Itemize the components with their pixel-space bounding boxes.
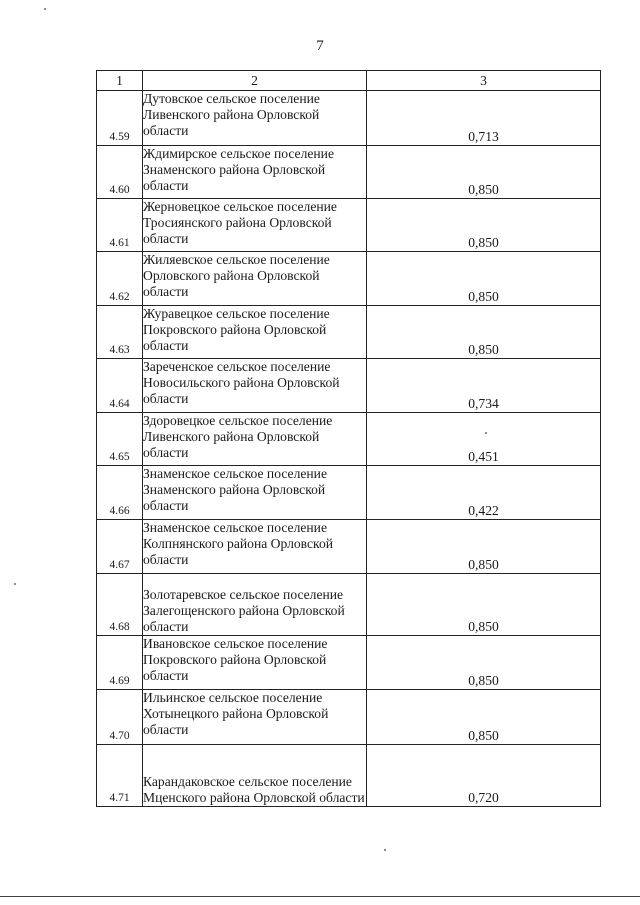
coefficient-value: 0,720: [367, 745, 601, 807]
coefficient-value: 0,422: [367, 466, 601, 520]
row-number: 4.59: [97, 91, 143, 146]
footer-rule: [0, 896, 640, 897]
settlement-name: Золотаревское сельское поселение Залегощенского района Орловской области: [143, 574, 367, 636]
coefficient-value: 0,850: [367, 636, 601, 690]
row-number: 4.71: [97, 745, 143, 807]
table-row: [97, 359, 601, 413]
settlement-name: Карандаковское сельское поселение Мценского района Орловской области: [143, 745, 367, 807]
row-number: 4.65: [97, 413, 143, 466]
coefficient-value: 0,734: [367, 359, 601, 413]
column-header-2: 2: [143, 71, 367, 91]
row-number: 4.70: [97, 690, 143, 745]
table-row: [97, 520, 601, 574]
table-row: [97, 199, 601, 252]
row-number: 4.69: [97, 636, 143, 690]
row-number: 4.60: [97, 146, 143, 199]
scan-speck: [485, 432, 487, 434]
column-header-3: 3: [367, 71, 601, 91]
settlement-name: Знаменское сельское поселение Знаменского района Орловской области: [143, 466, 367, 520]
scan-speck: [44, 8, 46, 10]
row-number: 4.62: [97, 252, 143, 306]
settlement-name: Жерновецкое сельское поселение Тросиянского района Орловской области: [143, 199, 367, 252]
settlement-name: Здоровецкое сельское поселение Ливенского района Орловской области: [143, 413, 367, 466]
coefficient-value: 0,850: [367, 690, 601, 745]
data-table: [96, 70, 601, 807]
column-header-1: 1: [97, 71, 143, 91]
row-number: 4.63: [97, 306, 143, 359]
table-header-row: [97, 71, 601, 91]
coefficient-value: 0,850: [367, 306, 601, 359]
row-number: 4.61: [97, 199, 143, 252]
coefficient-value: 0,850: [367, 199, 601, 252]
table-row: [97, 146, 601, 199]
table-row: [97, 252, 601, 306]
settlement-name: Жиляевское сельское поселение Орловского района Орловской области: [143, 252, 367, 306]
settlement-name: Дутовское сельское поселение Ливенского района Орловской области: [143, 91, 367, 146]
table-row: [97, 745, 601, 807]
coefficient-value: 0,713: [367, 91, 601, 146]
scan-speck: [384, 849, 386, 851]
coefficient-value: 0,850: [367, 574, 601, 636]
row-number: 4.68: [97, 574, 143, 636]
table-row: [97, 91, 601, 146]
table-row: [97, 466, 601, 520]
settlement-name: Ильинское сельское поселение Хотынецкого района Орловской области: [143, 690, 367, 745]
table-row: [97, 636, 601, 690]
coefficient-value: 0,850: [367, 520, 601, 574]
coefficient-value: 0,850: [367, 252, 601, 306]
table-row: [97, 690, 601, 745]
table-row: [97, 413, 601, 466]
row-number: 4.66: [97, 466, 143, 520]
settlement-name: Знаменское сельское поселение Колпнянского района Орловской области: [143, 520, 367, 574]
settlement-name: Ивановское сельское поселение Покровского района Орловской области: [143, 636, 367, 690]
row-number: 4.64: [97, 359, 143, 413]
coefficient-value: 0,850: [367, 146, 601, 199]
row-number: 4.67: [97, 520, 143, 574]
scan-speck: [14, 583, 16, 585]
coefficient-value: 0,451: [367, 413, 601, 466]
table-row: [97, 306, 601, 359]
settlement-name: Ждимирское сельское поселение Знаменского района Орловской области: [143, 146, 367, 199]
settlement-name: Зареченское сельское поселение Новосильского района Орловской области: [143, 359, 367, 413]
settlement-name: Журавецкое сельское поселение Покровского района Орловской области: [143, 306, 367, 359]
page-number: 7: [316, 38, 324, 54]
table-row: [97, 574, 601, 636]
table-body: [97, 91, 601, 807]
